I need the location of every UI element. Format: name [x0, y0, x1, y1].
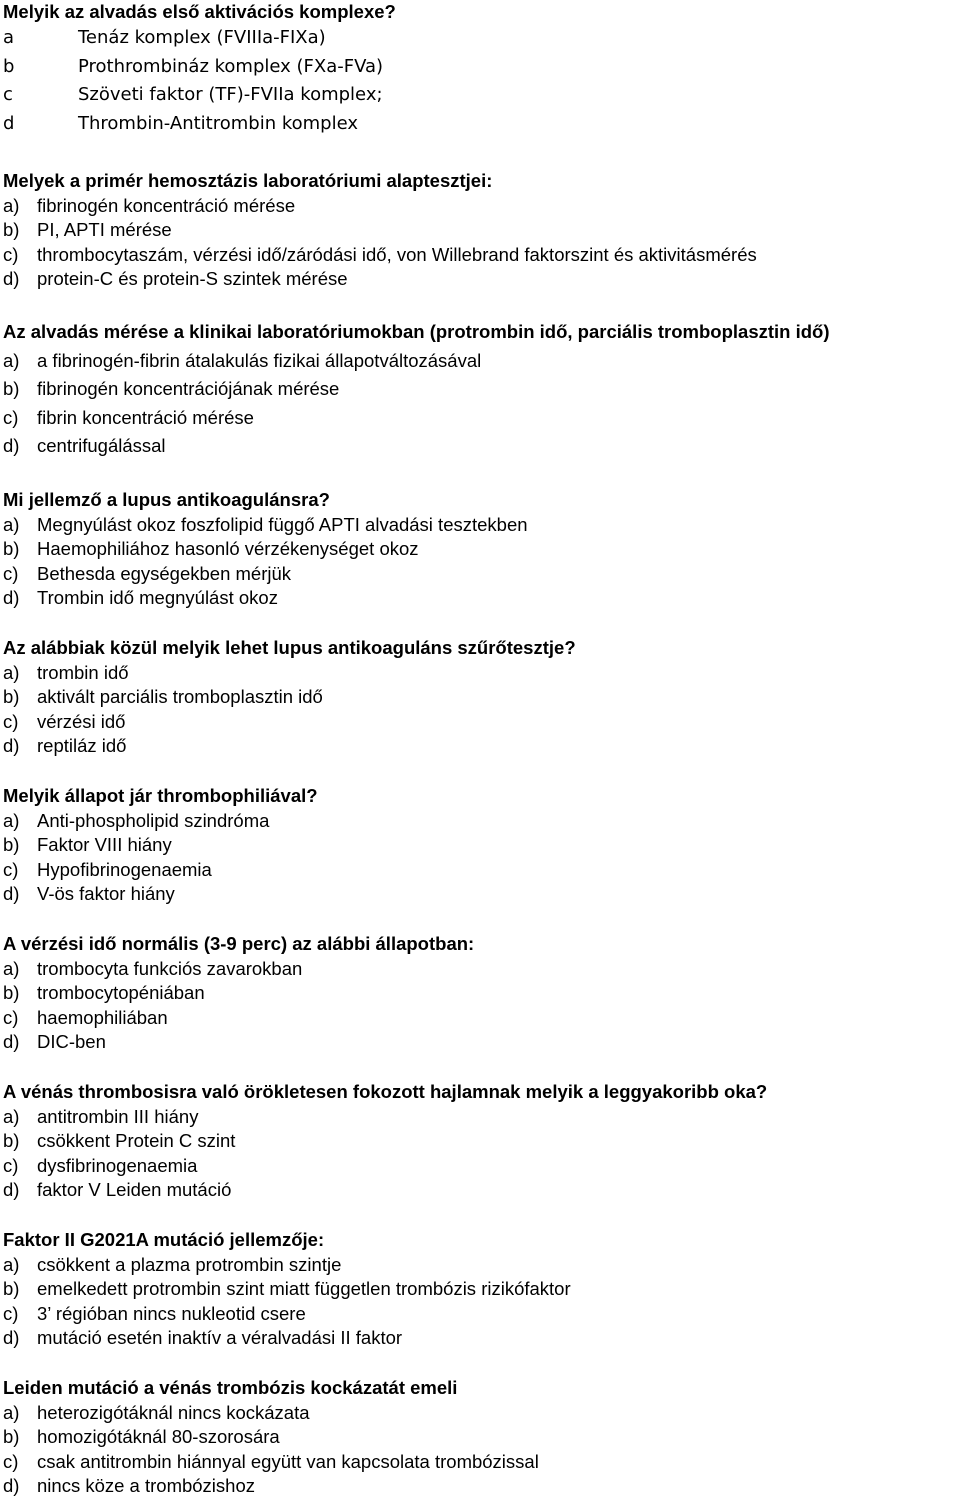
- option-text: fibrin koncentráció mérése: [37, 406, 254, 428]
- option-item: [3, 1178, 767, 1203]
- question-block: [3, 636, 576, 759]
- option-item: [3, 1030, 474, 1055]
- option-item: [3, 194, 757, 219]
- option-item: [3, 858, 318, 883]
- option-letter: d): [3, 587, 20, 609]
- option-letter: a): [3, 809, 20, 831]
- option-text: thrombocytaszám, vérzési idő/záródási idő, von Willebrand faktorszint és aktivitásmérés: [37, 243, 757, 265]
- option-letter: c): [3, 243, 19, 265]
- option-item: [3, 1450, 539, 1475]
- option-text: trombin idő: [37, 661, 129, 683]
- option-letter: b): [3, 834, 20, 856]
- question-block: [3, 488, 528, 611]
- option-text: vérzési idő: [37, 710, 126, 732]
- option-text: Faktor VIII hiány: [37, 834, 172, 856]
- option-text: Megnyúlást okoz foszfolipid függő APTI alvadási tesztekben: [37, 513, 528, 535]
- option-letter: c): [3, 1302, 19, 1324]
- option-item: [3, 375, 830, 404]
- option-item: [3, 432, 830, 461]
- option-text: heterozigótáknál nincs kockázata: [37, 1401, 310, 1423]
- option-letter: a): [3, 1105, 20, 1127]
- option-letter: c): [3, 1006, 19, 1028]
- option-item: [3, 404, 830, 433]
- option-item: [3, 347, 830, 376]
- option-list: [3, 24, 396, 138]
- option-letter: b): [3, 1278, 20, 1300]
- option-item: [3, 1326, 571, 1351]
- option-letter: c: [3, 84, 13, 105]
- option-text: trombocyta funkciós zavarokban: [37, 957, 303, 979]
- option-letter: b: [3, 55, 15, 77]
- option-item: [3, 981, 474, 1006]
- question-title: Faktor II G2021A mutáció jellemzője:: [3, 1229, 325, 1250]
- option-letter: c): [3, 1450, 19, 1472]
- question-block: [3, 318, 830, 461]
- option-letter: c): [3, 562, 19, 584]
- option-letter: d): [3, 435, 20, 456]
- option-item: [3, 81, 396, 110]
- option-item: [3, 1302, 571, 1327]
- option-letter: b): [3, 378, 20, 399]
- option-item: [3, 24, 396, 53]
- option-letter: a: [3, 27, 15, 48]
- option-item: [3, 243, 757, 268]
- option-letter: a): [3, 194, 20, 216]
- option-text: a fibrinogén-fibrin átalakulás fizikai állapotváltozásával: [37, 349, 482, 371]
- question-title: A vérzési idő normális (3-9 perc) az alábbi állapotban:: [3, 933, 475, 954]
- question-title: Az alábbiak közül melyik lehet lupus antikoaguláns szűrőtesztje?: [3, 637, 576, 658]
- option-item: [3, 1154, 767, 1179]
- option-item: [3, 1425, 539, 1450]
- option-list: [3, 194, 757, 292]
- option-letter: d): [3, 883, 20, 905]
- option-letter: c): [3, 1154, 19, 1176]
- option-text: Prothrombináz komplex (FXa-FVa): [78, 55, 384, 77]
- option-item: [3, 1105, 767, 1130]
- option-text: 3’ régióban nincs nukleotid csere: [37, 1302, 306, 1324]
- option-letter: a): [3, 661, 20, 683]
- option-item: [3, 1253, 571, 1278]
- question-block: [3, 1080, 767, 1203]
- option-text: csak antitrombin hiánnyal együtt van kapcsolata trombózissal: [37, 1450, 539, 1472]
- question-title: Melyek a primér hemosztázis laboratóriumi alaptesztjei:: [3, 170, 493, 191]
- option-text: Trombin idő megnyúlást okoz: [37, 587, 278, 609]
- option-text: Thrombin-Antitrombin komplex: [78, 112, 359, 134]
- option-letter: d): [3, 1179, 20, 1201]
- option-text: centrifugálással: [37, 435, 166, 456]
- option-letter: a): [3, 1253, 20, 1275]
- option-text: trombocytopéniában: [37, 982, 205, 1004]
- option-text: fibrinogén koncentrációjának mérése: [37, 378, 340, 399]
- option-item: [3, 267, 757, 292]
- option-list: [3, 957, 474, 1055]
- question-title: Melyik az alvadás első aktivációs komplexe?: [3, 1, 396, 22]
- option-item: [3, 53, 396, 82]
- option-item: [3, 1474, 539, 1499]
- option-letter: a): [3, 957, 20, 979]
- option-text: emelkedett protrombin szint miatt független trombózis rizikófaktor: [37, 1278, 571, 1300]
- option-letter: d): [3, 735, 20, 757]
- option-item: [3, 513, 528, 538]
- option-text: faktor V Leiden mutáció: [37, 1179, 232, 1201]
- option-text: Haemophiliához hasonló vérzékenységet okoz: [37, 538, 419, 560]
- option-text: V-ös faktor hiány: [37, 883, 175, 905]
- option-letter: b): [3, 219, 20, 241]
- option-item: [3, 586, 528, 611]
- option-letter: b): [3, 1130, 20, 1152]
- option-text: Bethesda egységekben mérjük: [37, 562, 292, 584]
- option-letter: d): [3, 268, 20, 290]
- question-title: Mi jellemző a lupus antikoagulánsra?: [3, 489, 330, 510]
- option-text: PI, APTI mérése: [37, 219, 172, 241]
- question-block: [3, 169, 757, 292]
- question-block: [3, 1376, 539, 1499]
- option-list: [3, 661, 576, 759]
- option-letter: c): [3, 406, 19, 428]
- option-text: haemophiliában: [37, 1006, 168, 1028]
- option-letter: b): [3, 538, 20, 560]
- option-item: [3, 710, 576, 735]
- option-list: [3, 1253, 571, 1351]
- question-title: Melyik állapot jár thrombophiliával?: [3, 785, 318, 806]
- question-title: A vénás thrombosisra való örökletesen fokozott hajlamnak melyik a leggyakoribb oka?: [3, 1081, 768, 1102]
- option-text: csökkent Protein C szint: [37, 1130, 236, 1152]
- option-letter: c): [3, 710, 19, 732]
- option-text: antitrombin III hiány: [37, 1105, 199, 1127]
- option-letter: a): [3, 349, 20, 371]
- option-text: reptiláz idő: [37, 735, 127, 757]
- option-text: Anti-phospholipid szindróma: [37, 809, 270, 831]
- option-text: aktivált parciális tromboplasztin idő: [37, 686, 323, 708]
- option-letter: d): [3, 1327, 20, 1349]
- option-letter: a): [3, 513, 20, 535]
- option-letter: b): [3, 1426, 20, 1448]
- option-text: Tenáz komplex (FVIIIa-FIXa): [78, 27, 326, 48]
- option-text: Hypofibrinogenaemia: [37, 858, 212, 880]
- question-title: Leiden mutáció a vénás trombózis kockázatát emeli: [3, 1377, 458, 1398]
- option-letter: b): [3, 982, 20, 1004]
- option-text: nincs köze a trombózishoz: [37, 1475, 255, 1497]
- option-item: [3, 734, 576, 759]
- option-item: [3, 809, 318, 834]
- option-list: [3, 513, 528, 611]
- option-item: [3, 882, 318, 907]
- option-text: Szöveti faktor (TF)-FVIIa komplex;: [78, 84, 383, 105]
- option-letter: a): [3, 1401, 20, 1423]
- option-text: homozigótáknál 80-szorosára: [37, 1426, 280, 1448]
- option-item: [3, 1277, 571, 1302]
- option-item: [3, 537, 528, 562]
- option-item: [3, 957, 474, 982]
- option-letter: b): [3, 686, 20, 708]
- option-letter: d: [3, 112, 15, 134]
- option-list: [3, 809, 318, 907]
- question-block: [3, 932, 474, 1055]
- option-text: DIC-ben: [37, 1031, 106, 1053]
- question-block: [3, 1228, 571, 1351]
- question-title: Az alvadás mérése a klinikai laboratóriumokban (protrombin idő, parciális tromboplasztin idő): [3, 321, 830, 342]
- option-item: [3, 218, 757, 243]
- question-block: [3, 0, 396, 138]
- option-item: [3, 110, 396, 139]
- option-letter: c): [3, 858, 19, 880]
- option-item: [3, 1129, 767, 1154]
- option-item: [3, 661, 576, 686]
- option-text: mutáció esetén inaktív a véralvadási II faktor: [37, 1327, 403, 1349]
- option-list: [3, 1105, 767, 1203]
- option-text: dysfibrinogenaemia: [37, 1154, 198, 1176]
- option-text: csökkent a plazma protrombin szintje: [37, 1253, 342, 1275]
- option-item: [3, 833, 318, 858]
- option-item: [3, 1006, 474, 1031]
- option-letter: d): [3, 1031, 20, 1053]
- option-list: [3, 1401, 539, 1499]
- option-item: [3, 1401, 539, 1426]
- option-text: fibrinogén koncentráció mérése: [37, 194, 296, 216]
- option-item: [3, 685, 576, 710]
- option-list: [3, 347, 830, 461]
- question-block: [3, 784, 318, 907]
- option-letter: d): [3, 1475, 20, 1497]
- option-text: protein-C és protein-S szintek mérése: [37, 268, 348, 290]
- option-item: [3, 562, 528, 587]
